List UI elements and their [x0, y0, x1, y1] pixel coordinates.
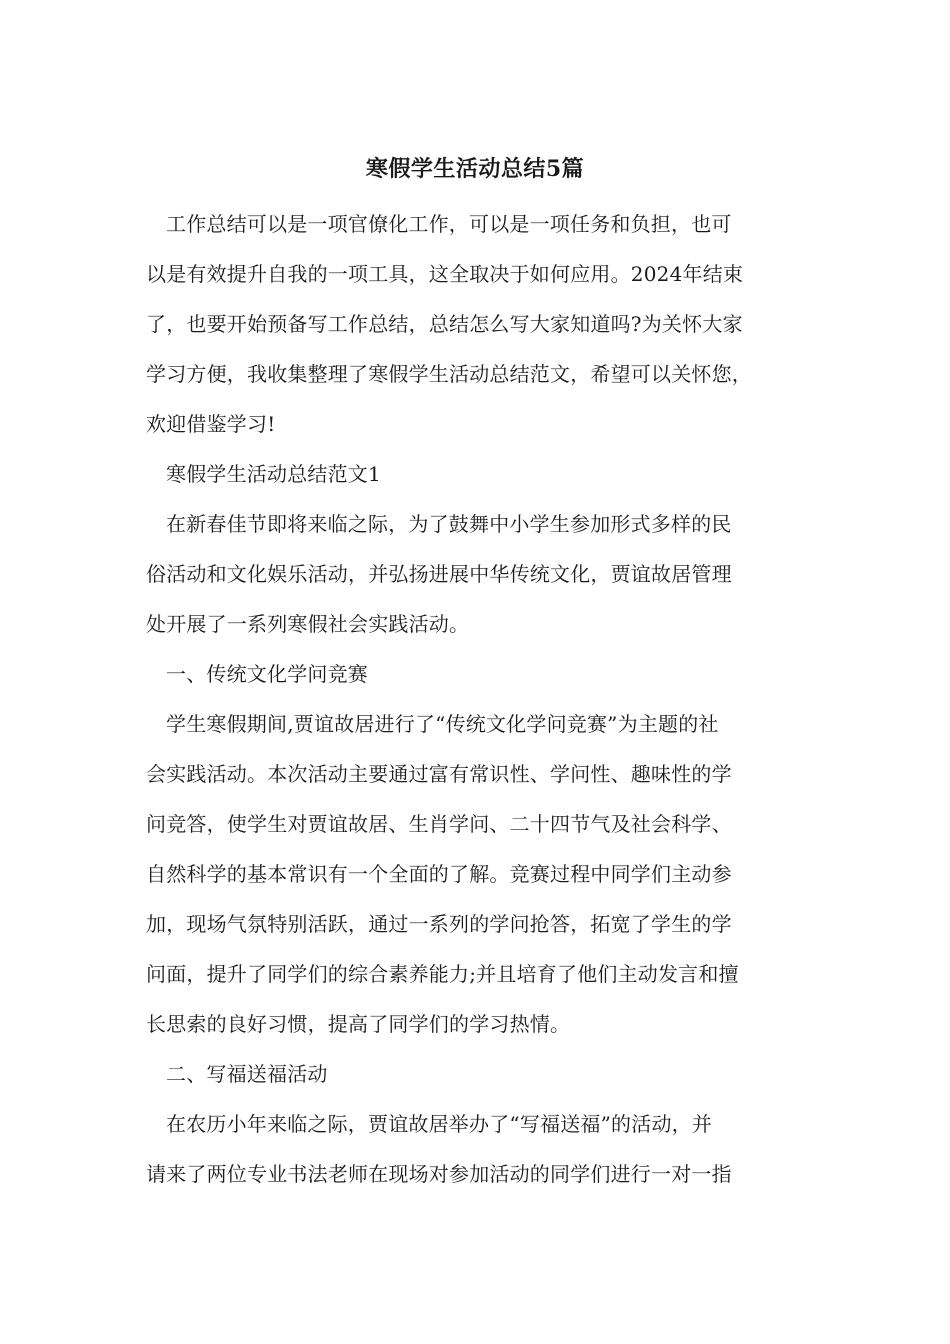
paragraph-line: 在农历小年来临之际，贾谊故居举办了“写福送福”的活动，并	[166, 1112, 713, 1136]
paragraph-line: 工作总结可以是一项官僚化工作，可以是一项任务和负担，也可	[166, 212, 732, 236]
paragraph-line: 会实践活动。本次活动主要通过富有常识性、学问性、趣味性的学	[146, 762, 732, 786]
paragraph-line: 长思索的良好习惯，提高了同学们的学习热情。	[146, 1012, 571, 1036]
paragraph-line: 欢迎借鉴学习!	[146, 412, 276, 436]
section-heading: 二、写福送福活动	[166, 1062, 328, 1086]
paragraph-line: 以是有效提升自我的一项工具，这全取决于如何应用。2024年结束	[146, 262, 744, 286]
paragraph-line: 学习方便，我收集整理了寒假学生活动总结范文，希望可以关怀您，	[146, 362, 752, 386]
paragraph-line: 加，现场气氛特别活跃，通过一系列的学问抢答，拓宽了学生的学	[146, 912, 732, 936]
document-title: 寒假学生活动总结5篇	[365, 156, 585, 182]
paragraph-line: 问竞答，使学生对贾谊故居、生肖学问、二十四节气及社会科学、	[146, 812, 732, 836]
paragraph-line: 处开展了一系列寒假社会实践活动。	[146, 612, 470, 636]
paragraph-line: 在新春佳节即将来临之际，为了鼓舞中小学生参加形式多样的民	[166, 512, 732, 536]
paragraph-line: 俗活动和文化娱乐活动，并弘扬进展中华传统文化，贾谊故居管理	[146, 562, 732, 586]
section-heading: 寒假学生活动总结范文1	[166, 462, 381, 486]
paragraph-line: 自然科学的基本常识有一个全面的了解。竞赛过程中同学们主动参	[146, 862, 732, 886]
paragraph-line: 问面，提升了同学们的综合素养能力;并且培育了他们主动发言和擅	[146, 962, 739, 986]
document-body	[146, 206, 826, 1206]
paragraph-line: 请来了两位专业书法老师在现场对参加活动的同学们进行一对一指	[146, 1162, 732, 1186]
paragraph-line: 了，也要开始预备写工作总结，总结怎么写大家知道吗?为关怀大家	[146, 312, 743, 336]
paragraph-line: 学生寒假期间,贾谊故居进行了“传统文化学问竞赛”为主题的社	[166, 712, 719, 736]
section-heading: 一、传统文化学问竞赛	[166, 662, 368, 686]
